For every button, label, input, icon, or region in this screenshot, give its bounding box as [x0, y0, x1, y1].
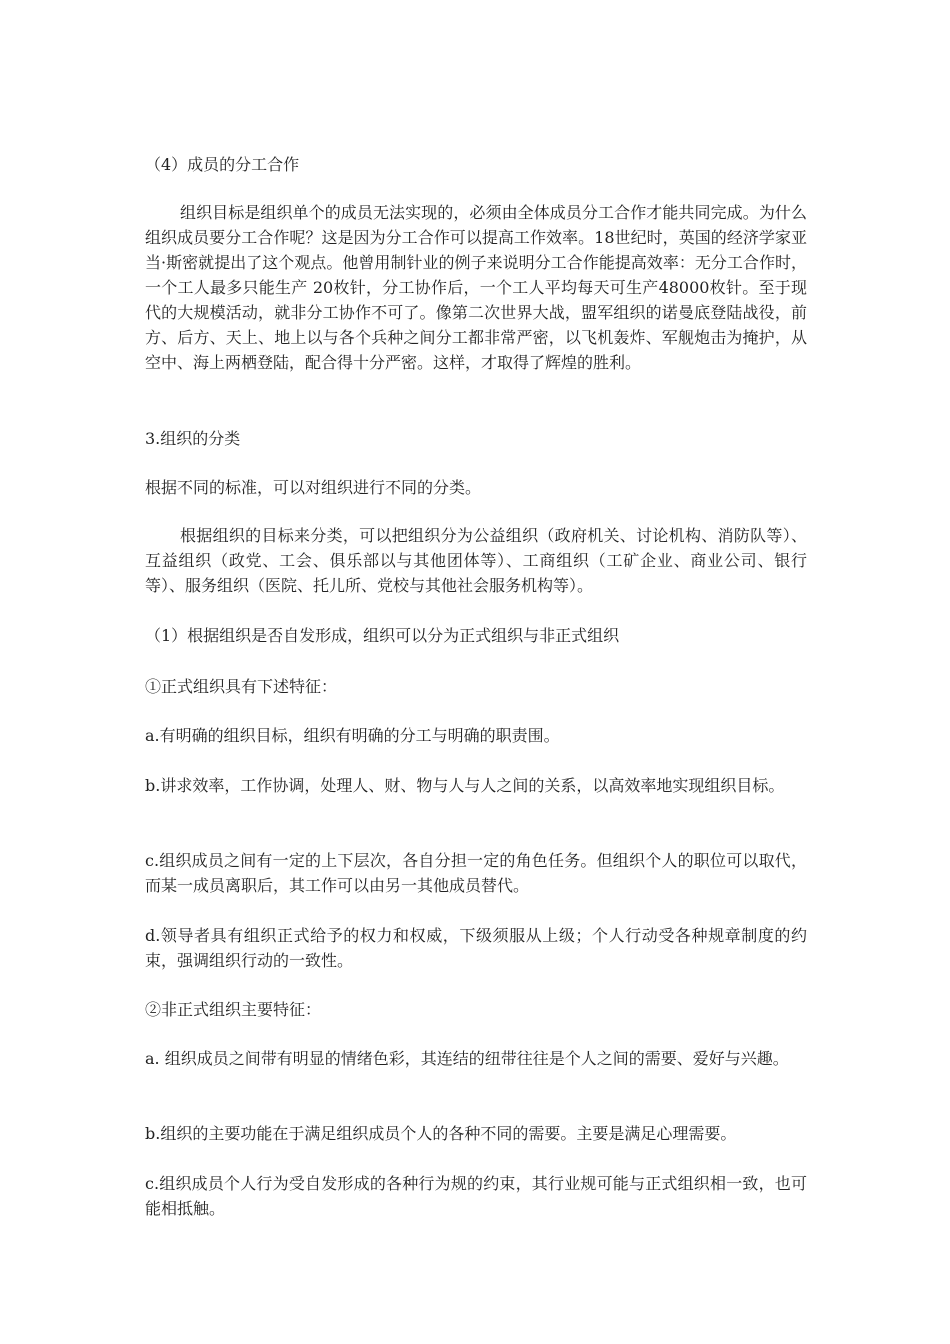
list-item-informal-c: c.组织成员个人行为受自发形成的各种行为规的约束，其行业规可能与正式组织相一致，也可能相抵触。 — [145, 1174, 807, 1218]
paragraph-classification-intro: 根据不同的标准，可以对组织进行不同的分类。 — [145, 478, 482, 497]
subheading-formal-organization: ①正式组织具有下述特征： — [145, 677, 338, 696]
list-item-formal-b: b.讲求效率，工作协调，处理人、财、物与人与人之间的关系，以高效率地实现组织目标。 — [145, 776, 785, 795]
list-item-formal-d: d.领导者具有组织正式给予的权力和权威，下级须服从上级；个人行动受各种规章制度的约束，强调组织行动的一致性。 — [145, 926, 807, 970]
list-item-formal-a: a.有明确的组织目标，组织有明确的分工与明确的职责围。 — [145, 726, 560, 745]
paragraph-division-of-labor: 组织目标是组织单个的成员无法实现的，必须由全体成员分工合作才能共同完成。为什么组织成员要分工合作呢？这是因为分工合作可以提高工作效率。18世纪时，英国的经济学家亚当·斯密就提出了这个观点。他曾用制针业的例子来说明分工合作能提高效率：无分工合作时，一个工人最多只能生产 20枚针，分工协作后，一个工人平均每天可生产48000枚针。至于现代的大规模活动，就非分工协作不可了。像第二次世界大战，盟军组织的诺曼底登陆战役，前方、后方、天上、地上以与各个兵种之间分工都非常严密，以飞机轰炸、军舰炮击为掩护，从空中、海上两栖登陆，配合得十分严密。这样，才取得了辉煌的胜利。 — [145, 203, 807, 372]
list-item-informal-a: a. 组织成员之间带有明显的情绪色彩，其连结的纽带往往是个人之间的需要、爱好与兴趣。 — [145, 1049, 789, 1068]
section-heading-3-classification: 3.组织的分类 — [145, 429, 241, 448]
section-heading-4-division-of-labor: （4）成员的分工合作 — [145, 155, 300, 174]
paragraph-classification-by-goal: 根据组织的目标来分类，可以把组织分为公益组织（政府机关、讨论机构、消防队等）、互益组织（政党、工会、俱乐部以与其他团体等）、工商组织（工矿企业、商业公司、银行等）、服务组织（医院、托儿所、党校与其他社会服务机构等）。 — [145, 526, 807, 595]
list-item-formal-c: c.组织成员之间有一定的上下层次，各自分担一定的角色任务。但组织个人的职位可以取代，而某一成员离职后，其工作可以由另一其他成员替代。 — [145, 851, 807, 895]
section-heading-1-formal-informal: （1）根据组织是否自发形成，组织可以分为正式组织与非正式组织 — [145, 626, 620, 645]
subheading-informal-organization: ②非正式组织主要特征： — [145, 1000, 322, 1019]
list-item-informal-b: b.组织的主要功能在于满足组织成员个人的各种不同的需要。主要是满足心理需要。 — [145, 1124, 737, 1143]
